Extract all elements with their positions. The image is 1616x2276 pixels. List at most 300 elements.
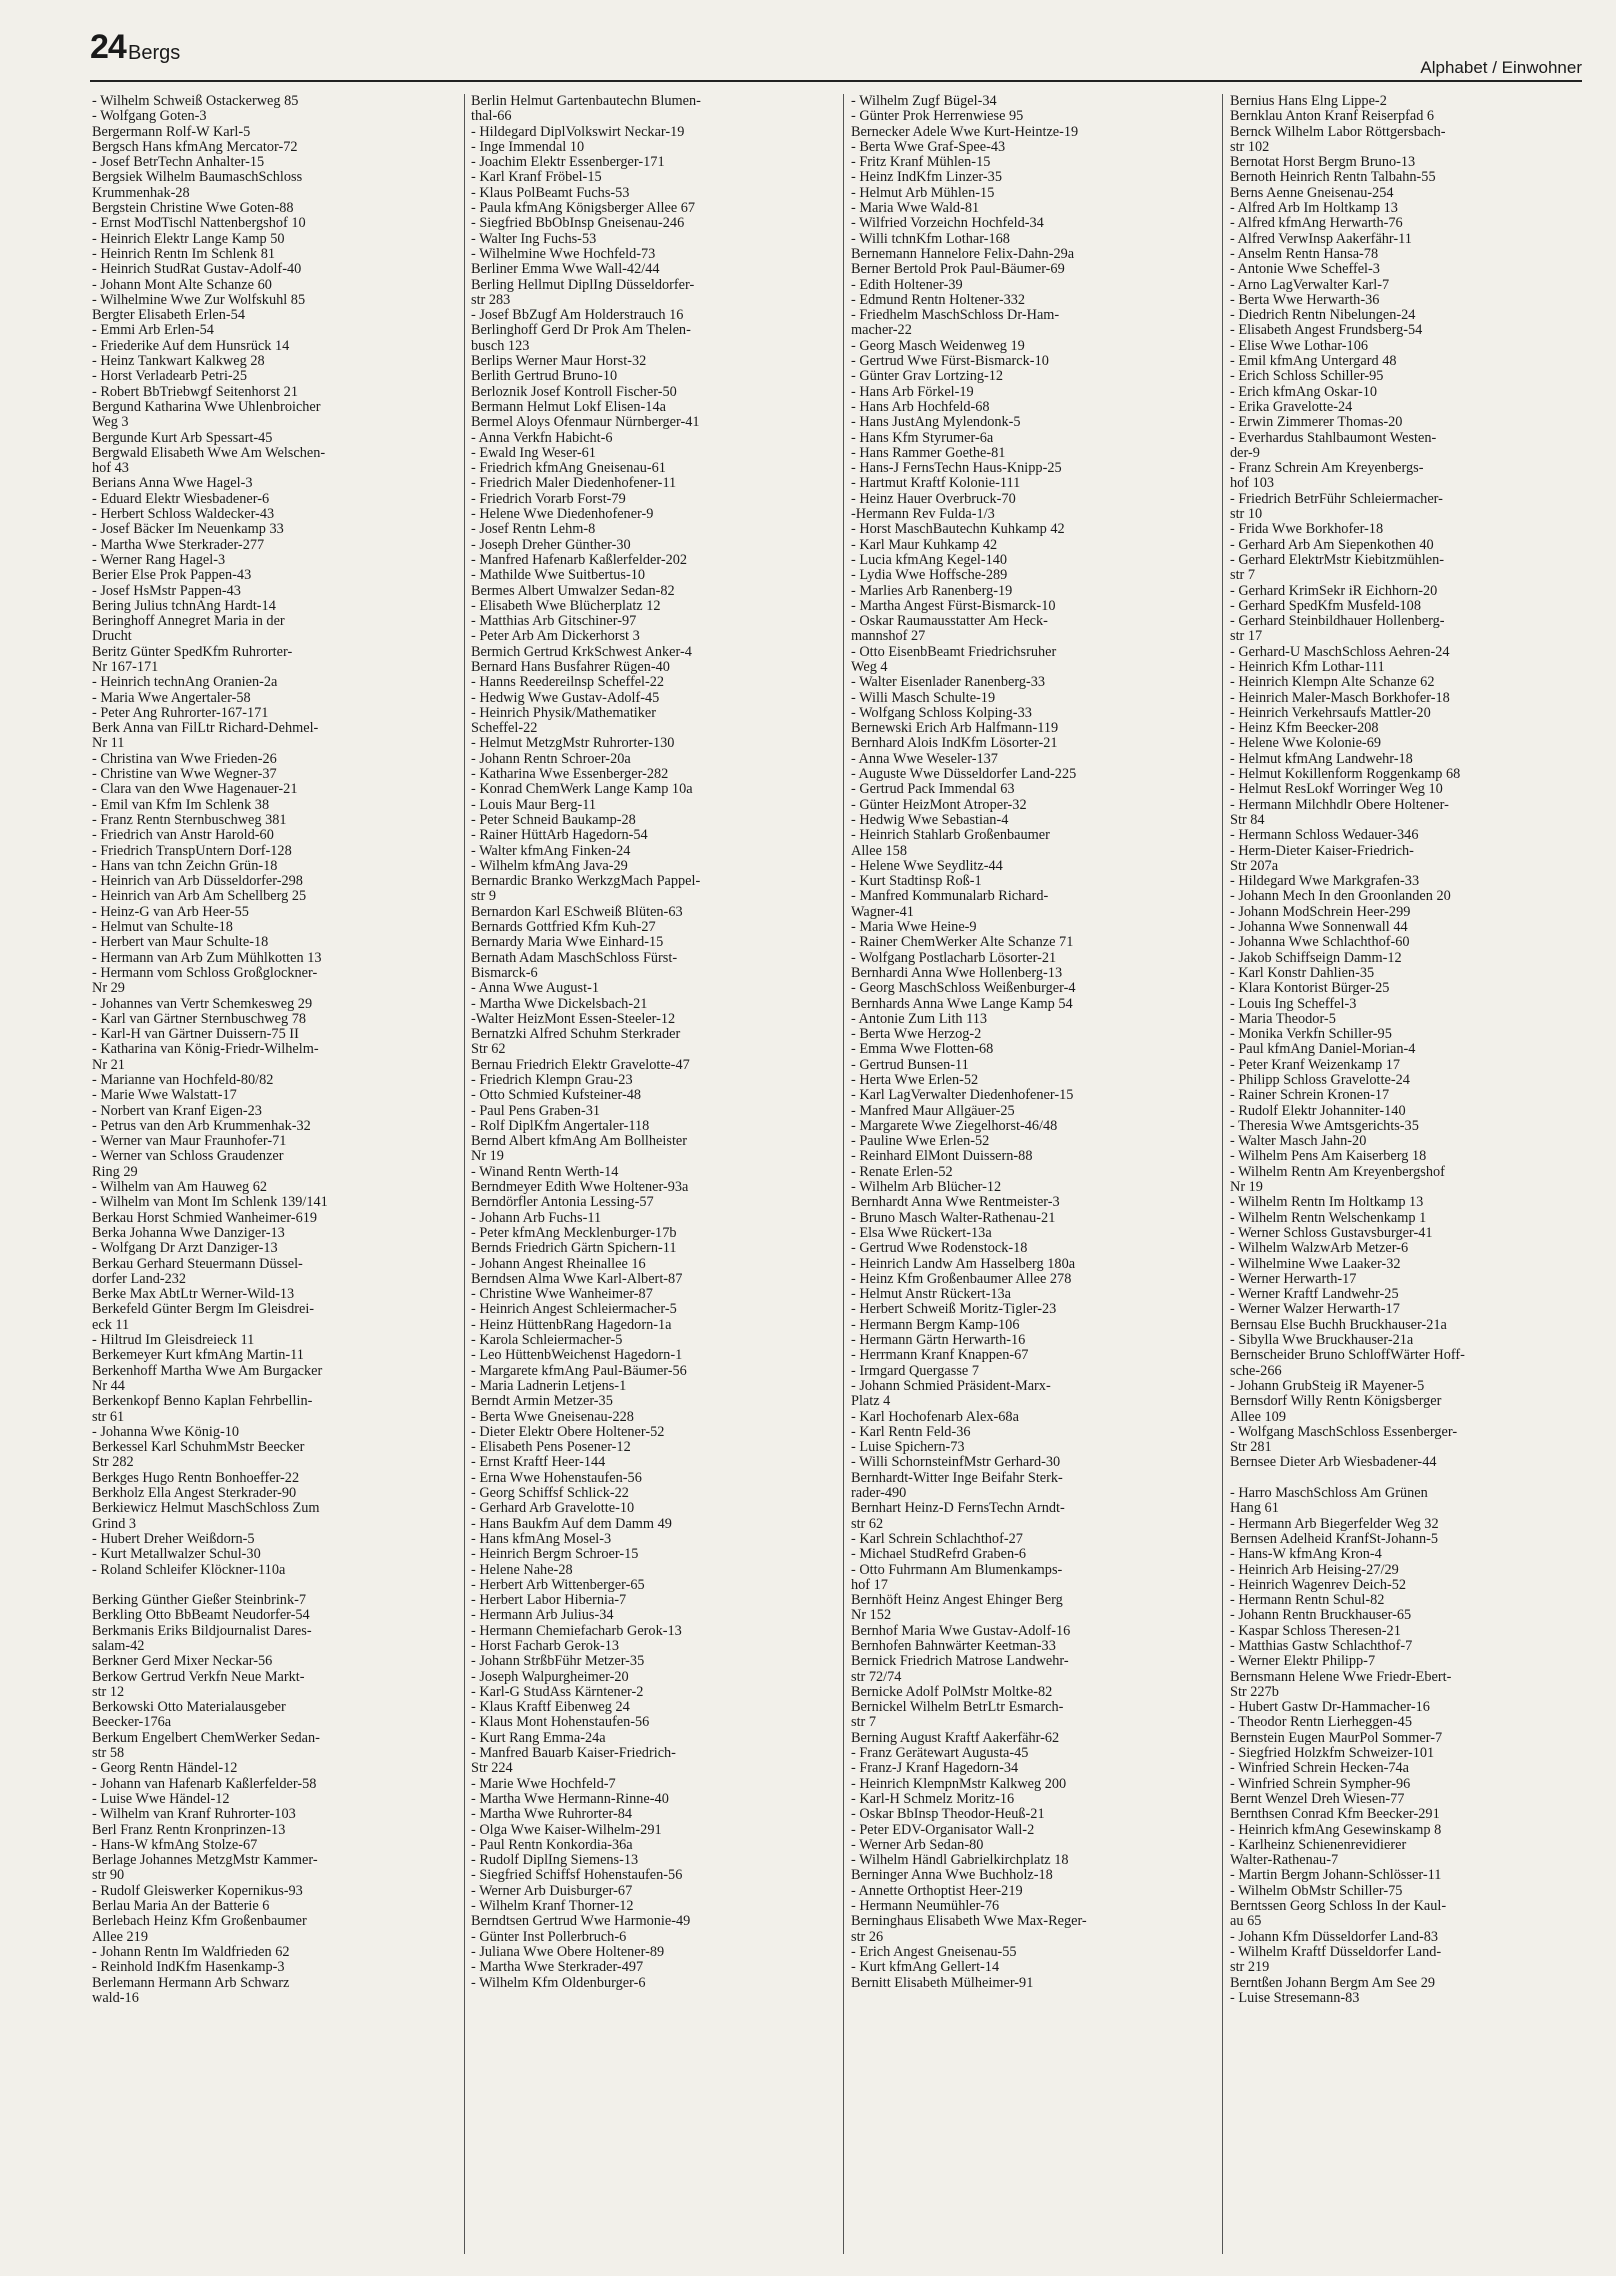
directory-entry-line: - Karl Hochofenarb Alex-68a <box>851 1408 1019 1425</box>
directory-column-2 <box>471 94 843 2266</box>
directory-entry-line: - Johanna Wwe Schlachthof-60 <box>1230 934 1410 951</box>
directory-column-4 <box>1230 94 1582 2266</box>
directory-entry-line: - Hermann Rentn Schul-82 <box>1230 1592 1385 1609</box>
directory-entry-line: - Arno LagVerwalter Karl-7 <box>1230 276 1390 293</box>
directory-entry-line: - Helene Wwe Seydlitz-44 <box>851 857 1003 874</box>
directory-entry-line: - Anna Wwe Weseler-137 <box>851 750 998 767</box>
directory-entry-line: - Johann Schmied Präsident-Marx- <box>851 1377 1051 1394</box>
directory-entry-line: Bernecker Adele Wwe Kurt-Heintze-19 <box>851 123 1079 140</box>
directory-entry-line: - Hermann Bergm Kamp-106 <box>851 1316 1020 1333</box>
directory-entry-line: - Hermann Schloss Wedauer-346 <box>1230 827 1419 844</box>
directory-entry-line: - Werner Arb Sedan-80 <box>851 1836 984 1853</box>
directory-entry-line: Bernsau Else Buchh Bruckhauser-21a <box>1230 1316 1447 1333</box>
directory-entry-line: - Gerhard ElektrMstr Kiebitzmühlen- <box>1230 551 1444 568</box>
directory-entry-line: Berninger Anna Wwe Buchholz-18 <box>851 1867 1053 1884</box>
directory-entry-line: - Bruno Masch Walter-Rathenau-21 <box>851 1209 1056 1226</box>
directory-entry-line: Bermel Aloys Ofenmaur Nürnberger-41 <box>471 414 700 431</box>
directory-entry-line: - Wilhelm Schweiß Ostackerweg 85 <box>92 94 299 109</box>
directory-entry-line: - Georg Rentn Händel-12 <box>92 1760 238 1777</box>
directory-entry-line: Bernhards Anna Wwe Lange Kamp 54 <box>851 995 1073 1012</box>
directory-entry-line: Allee 109 <box>1230 1408 1286 1425</box>
directory-entry-line: - Wilhelm Rentn Im Holtkamp 13 <box>1230 1194 1424 1211</box>
directory-entry-line: Bernhard Alois IndKfm Lösorter-21 <box>851 735 1058 752</box>
directory-entry-line: - Karl LagVerwalter Diedenhofener-15 <box>851 1087 1074 1104</box>
directory-entry-line: - Hermann Gärtn Herwarth-16 <box>851 1332 1026 1349</box>
directory-entry-line: Allee 219 <box>92 1928 148 1945</box>
directory-entry-line: - Helene Nahe-28 <box>471 1561 573 1578</box>
directory-entry-line: - Joachim Elektr Essenberger-171 <box>471 154 665 171</box>
directory-entry-line: - Georg MaschSchloss Weißenburger-4 <box>851 980 1076 997</box>
directory-entry-line: Berlau Maria An der Batterie 6 <box>92 1898 270 1915</box>
directory-entry-line: - Horst Facharb Gerok-13 <box>471 1637 620 1654</box>
directory-entry-line: - Gerhard Arb Gravelotte-10 <box>471 1500 635 1517</box>
directory-entry-line: - Marie Wwe Hochfeld-7 <box>471 1775 616 1792</box>
directory-entry-line: Berkenhoff Martha Wwe Am Burgacker <box>92 1362 323 1379</box>
directory-entry-line: - Johann Rentn Im Waldfrieden 62 <box>92 1943 290 1960</box>
directory-entry-line: - Johann Arb Fuchs-11 <box>471 1209 602 1226</box>
directory-entry-line: - Edmund Rentn Holtener-332 <box>851 291 1026 308</box>
directory-entry-line: mannshof 27 <box>851 628 926 645</box>
directory-entry-line: - Diedrich Rentn Nibelungen-24 <box>1230 307 1416 324</box>
column-divider <box>464 94 465 2254</box>
directory-entry-line: -Hermann Rev Fulda-1/3 <box>851 506 995 523</box>
directory-entry-line: Berndt Armin Metzer-35 <box>471 1393 613 1410</box>
directory-entry-line: au 65 <box>1230 1913 1262 1930</box>
directory-entry-line: Bergermann Rolf-W Karl-5 <box>92 123 251 140</box>
directory-entry-line: - Gerhard Arb Am Siepenkothen 40 <box>1230 536 1434 553</box>
directory-entry-line: Bergsch Hans kfmAng Mercator-72 <box>92 138 298 155</box>
directory-entry-line: rader-490 <box>851 1485 907 1502</box>
directory-entry-line: Bergunde Kurt Arb Spessart-45 <box>92 429 273 446</box>
directory-entry-line: - Harro MaschSchloss Am Grünen <box>1230 1485 1428 1502</box>
directory-entry-line: str 12 <box>92 1683 125 1700</box>
directory-entry-line: - Werner Schloss Gustavsburger-41 <box>1230 1224 1433 1241</box>
directory-entry-line: - Herbert Schloss Waldecker-43 <box>92 506 275 523</box>
directory-entry-line: - Hermann vom Schloss Großglockner- <box>92 964 318 981</box>
directory-entry-line: - Karl-H Schmelz Moritz-16 <box>851 1790 1015 1807</box>
directory-entry-line: - Willi tchnKfm Lothar-168 <box>851 230 1010 247</box>
directory-entry-line: - Wilhelm Arb Blücher-12 <box>851 1179 1002 1196</box>
directory-entry-line: Berkum Engelbert ChemWerker Sedan- <box>92 1729 320 1746</box>
directory-entry-line: - Josef Rentn Lehm-8 <box>471 521 596 538</box>
directory-entry-line: - Rudolf Elektr Johanniter-140 <box>1230 1102 1406 1119</box>
directory-entry-line: - Heinrich Landw Am Hasselberg 180a <box>851 1255 1076 1272</box>
directory-entry-line: - Maria Wwe Angertaler-58 <box>92 689 251 706</box>
directory-entry-line: - Johann StrßbFühr Metzer-35 <box>471 1653 645 1670</box>
directory-entry-line: - Hans JustAng Mylendonk-5 <box>851 414 1021 431</box>
directory-entry-line: - Friedhelm MaschSchloss Dr-Ham- <box>851 307 1060 324</box>
directory-entry-line: - Hermann Neumühler-76 <box>851 1898 1000 1915</box>
directory-entry-line: - Rainer Schrein Kronen-17 <box>1230 1087 1390 1104</box>
directory-entry-line: - Wilhelm van Mont Im Schlenk 139/141 <box>92 1194 328 1211</box>
directory-entry-line: - Herbert Arb Wittenberger-65 <box>471 1576 645 1593</box>
directory-entry-line: - Inge Immendal 10 <box>471 138 585 155</box>
directory-entry-line: - Klaus Mont Hohenstaufen-56 <box>471 1714 650 1731</box>
directory-entry-line: - Karl-H van Gärtner Duissern-75 II <box>92 1026 299 1043</box>
directory-entry-line: Berliner Emma Wwe Wall-42/44 <box>471 261 660 278</box>
directory-entry-line: Bernds Friedrich Gärtn Spichern-11 <box>471 1240 677 1257</box>
directory-entry-line: - Heinrich Klempn Alte Schanze 62 <box>1230 674 1435 691</box>
directory-entry-line: - Wolfgang Schloss Kolping-33 <box>851 704 1032 721</box>
directory-entry-line: - Rolf DiplKfm Angertaler-118 <box>471 1117 650 1134</box>
directory-entry-line: Bernhardi Anna Wwe Hollenberg-13 <box>851 964 1063 981</box>
directory-entry-line: - Robert BbTriebwgf Seitenhorst 21 <box>92 383 298 400</box>
directory-entry-line: Berkow Gertrud Verkfn Neue Markt- <box>92 1668 305 1685</box>
directory-entry-line: - Berta Wwe Herwarth-36 <box>1230 291 1380 308</box>
directory-entry-line: Bernhofen Bahnwärter Keetman-33 <box>851 1637 1056 1654</box>
directory-entry-line: - Heinrich StudRat Gustav-Adolf-40 <box>92 261 302 278</box>
directory-entry-line: Bernhöft Heinz Angest Ehinger Berg <box>851 1592 1063 1609</box>
directory-entry-line: - Wilhelmine Wwe Hochfeld-73 <box>471 245 656 262</box>
directory-entry-line: str 62 <box>851 1515 884 1532</box>
directory-entry-line: Berkner Gerd Mixer Neckar-56 <box>92 1653 273 1670</box>
directory-entry-line: Bernardon Karl ESchweiß Blüten-63 <box>471 903 683 920</box>
directory-entry-line: - Katharina van König-Friedr-Wilhelm- <box>92 1041 319 1058</box>
directory-entry-line: - Winfried Schrein Hecken-74a <box>1230 1760 1409 1777</box>
directory-entry-line: - Wilhelm Zugf Bügel-34 <box>851 94 997 109</box>
directory-entry-line: Nr 167-171 <box>92 658 159 675</box>
directory-entry-line: - Heinrich van Arb Düsseldorfer-298 <box>92 873 303 890</box>
directory-entry-line: Berndsen Alma Wwe Karl-Albert-87 <box>471 1270 683 1287</box>
directory-entry-line: - Wilhelm van Kranf Ruhrorter-103 <box>92 1806 296 1823</box>
directory-entry-line: str 26 <box>851 1928 884 1945</box>
directory-entry-line: Weg 3 <box>92 414 129 431</box>
directory-entry-line: Berlin Helmut Gartenbautechn Blumen- <box>471 94 701 109</box>
directory-entry-line: - Friedrich BetrFühr Schleiermacher- <box>1230 490 1443 507</box>
directory-entry-line: - Christine van Wwe Wegner-37 <box>92 766 277 783</box>
directory-entry-line: Berkenkopf Benno Kaplan Fehrbellin- <box>92 1393 313 1410</box>
directory-entry-line: - Friedrich van Anstr Harold-60 <box>92 827 274 844</box>
directory-entry-line: - Gerhard KrimSekr iR Eichhorn-20 <box>1230 582 1438 599</box>
directory-entry-line: - Olga Wwe Kaiser-Wilhelm-291 <box>471 1821 662 1838</box>
directory-entry-line: - Georg Masch Weidenweg 19 <box>851 337 1025 354</box>
directory-entry-line: - Elise Wwe Lothar-106 <box>1230 337 1369 354</box>
directory-entry-line: Str 282 <box>92 1454 134 1471</box>
directory-entry-line: - Hedwig Wwe Gustav-Adolf-45 <box>471 689 660 706</box>
directory-entry-line: - Maria Wwe Wald-81 <box>851 200 980 217</box>
directory-entry-line: Berndörfler Antonia Lessing-57 <box>471 1194 654 1211</box>
directory-entry-line: - Walter Eisenlader Ranenberg-33 <box>851 674 1046 691</box>
directory-entry-line: Bernoth Heinrich Rentn Talbahn-55 <box>1230 169 1436 186</box>
directory-entry-line: - Kurt kfmAng Gellert-14 <box>851 1959 1000 1976</box>
directory-entry-line: - Heinrich Physik/Mathematiker <box>471 704 657 721</box>
directory-entry-line: Drucht <box>92 628 132 645</box>
directory-entry-line: sche-266 <box>1230 1362 1282 1379</box>
directory-entry-line: - Wilhelm Kraftf Düsseldorfer Land- <box>1230 1943 1442 1960</box>
directory-entry-line: Bernt Wenzel Dreh Wiesen-77 <box>1230 1790 1405 1807</box>
directory-entry-line: - Hans Arb Förkel-19 <box>851 383 974 400</box>
directory-entry-line: Bernhardt Anna Wwe Rentmeister-3 <box>851 1194 1060 1211</box>
directory-entry-line: - Werner Elektr Philipp-7 <box>1230 1653 1376 1670</box>
directory-entry-line: Beritz Günter SpedKfm Ruhrorter- <box>92 643 293 660</box>
directory-entry-line: - Werner van Maur Fraunhofer-71 <box>92 1133 287 1150</box>
directory-entry-line: Str 281 <box>1230 1439 1272 1456</box>
directory-entry-line: Bernau Friedrich Elektr Gravelotte-47 <box>471 1056 690 1073</box>
directory-entry-line: - Helmut Arb Mühlen-15 <box>851 184 995 201</box>
directory-entry-line: Ring 29 <box>92 1163 138 1180</box>
directory-entry-line: Berns Aenne Gneisenau-254 <box>1230 184 1394 201</box>
directory-entry-line: - Katharina Wwe Essenberger-282 <box>471 766 669 783</box>
directory-entry-line: Weg 4 <box>851 658 888 675</box>
directory-entry-line: - Helmut ResLokf Worringer Weg 10 <box>1230 781 1443 798</box>
directory-entry-line: - Edith Holtener-39 <box>851 276 963 293</box>
directory-entry-line: Bernhart Heinz-D FernsTechn Arndt- <box>851 1500 1065 1517</box>
directory-entry-line: - Ernst ModTischl Nattenbergshof 10 <box>92 215 306 232</box>
directory-entry-line: - Friedrich Klempn Grau-23 <box>471 1072 633 1088</box>
directory-entry-line: - Emma Wwe Flotten-68 <box>851 1041 994 1058</box>
directory-entry-line: - Emil van Kfm Im Schlenk 38 <box>92 796 270 813</box>
directory-entry-line: Walter-Rathenau-7 <box>1230 1852 1339 1869</box>
directory-entry-line: - Werner Arb Duisburger-67 <box>471 1882 633 1899</box>
directory-entry-line: Berndtsen Gertrud Wwe Harmonie-49 <box>471 1913 691 1930</box>
directory-entry-line: - Josef HsMstr Pappen-43 <box>92 582 241 599</box>
directory-entry-line: - Josef BetrTechn Anhalter-15 <box>92 154 265 171</box>
directory-entry-line: - Siegfried BbObInsp Gneisenau-246 <box>471 215 685 232</box>
directory-entry-line: - Josef Bäcker Im Neuenkamp 33 <box>92 521 284 538</box>
directory-entry-line: - Hanns Reedereilnsp Scheffel-22 <box>471 674 665 691</box>
directory-entry-line: - Manfred Hafenarb Kaßlerfelder-202 <box>471 551 688 568</box>
directory-entry-line: - Christina van Wwe Frieden-26 <box>92 750 277 767</box>
directory-entry-line: Bernewski Erich Arb Halfmann-119 <box>851 720 1059 737</box>
directory-entry-line: - Günter Grav Lortzing-12 <box>851 368 1004 385</box>
directory-entry-line: Berkmanis Eriks Bildjournalist Dares- <box>92 1622 312 1639</box>
directory-entry-line: - Berta Wwe Herzog-2 <box>851 1026 982 1043</box>
directory-entry-line: - Werner Rang Hagel-3 <box>92 551 226 568</box>
directory-entry-line: - Louis Maur Berg-11 <box>471 796 597 813</box>
directory-entry-line: - Christine Wwe Wanheimer-87 <box>471 1286 653 1303</box>
column-divider <box>843 94 844 2254</box>
directory-entry-line: - Helmut kfmAng Landwehr-18 <box>1230 750 1413 767</box>
directory-entry-line: - Heinz HüttenbRang Hagedorn-1a <box>471 1316 672 1333</box>
directory-entry-line: - Hans-J FernsTechn Haus-Knipp-25 <box>851 460 1062 477</box>
directory-entry-line: Bernicke Adolf PolMstr Moltke-82 <box>851 1683 1053 1700</box>
directory-entry-line: - Elisabeth Pens Posener-12 <box>471 1439 631 1456</box>
directory-entry-line: - Maria Wwe Heine-9 <box>851 919 977 936</box>
directory-entry-line: - Marlies Arb Ranenberg-19 <box>851 582 1013 599</box>
directory-entry-line: - Heinrich Kfm Lothar-111 <box>1230 658 1385 675</box>
directory-entry-line: - Johann Kfm Düsseldorfer Land-83 <box>1230 1928 1439 1945</box>
directory-entry-line: - Friedrich kfmAng Gneisenau-61 <box>471 460 666 477</box>
directory-entry-line: - Gertrud Wwe Rodenstock-18 <box>851 1240 1028 1257</box>
directory-entry-line: - Berta Wwe Gneisenau-228 <box>471 1408 634 1425</box>
directory-entry-line: hof 17 <box>851 1576 888 1593</box>
directory-entry-line: Berner Bertold Prok Paul-Bäumer-69 <box>851 261 1065 278</box>
directory-entry-line: - Luise Wwe Händel-12 <box>92 1790 230 1807</box>
directory-entry-line: Bernardy Maria Wwe Einhard-15 <box>471 934 664 951</box>
directory-entry-line: eck 11 <box>92 1316 130 1333</box>
directory-entry-line: - Heinrich KlempnMstr Kalkweg 200 <box>851 1775 1067 1792</box>
section-title: Alphabet / Einwohner <box>1420 58 1582 77</box>
directory-entry-line: - Martha Wwe Dickelsbach-21 <box>471 995 648 1012</box>
directory-entry-line: - Werner Walzer Herwarth-17 <box>1230 1301 1400 1318</box>
directory-entry-line: - Herbert Labor Hibernia-7 <box>471 1592 627 1609</box>
directory-entry-line: hof 103 <box>1230 475 1275 492</box>
directory-entry-line: - Anna Verkfn Habicht-6 <box>471 429 613 446</box>
directory-entry-line: - Karola Schleiermacher-5 <box>471 1332 623 1349</box>
column-divider <box>1222 94 1223 2254</box>
directory-entry-line: - Sibylla Wwe Bruckhauser-21a <box>1230 1332 1414 1349</box>
directory-entry-line: Bernsee Dieter Arb Wiesbadener-44 <box>1230 1454 1437 1471</box>
directory-entry-line: - Johann Mech In den Groonlanden 20 <box>1230 888 1451 905</box>
directory-entry-line: - Heinz IndKfm Linzer-35 <box>851 169 1002 186</box>
directory-entry-line: - Hans-W kfmAng Stolze-67 <box>92 1836 258 1853</box>
directory-entry-line: Berlinghoff Gerd Dr Prok Am Thelen- <box>471 322 691 339</box>
directory-entry-line: - Heinrich Bergm Schroer-15 <box>471 1546 639 1563</box>
directory-entry-line: - Friederike Auf dem Hunsrück 14 <box>92 337 290 354</box>
directory-entry-line: Bernath Adam MaschSchloss Fürst- <box>471 949 678 966</box>
directory-entry-line: - Rudolf DiplIng Siemens-13 <box>471 1852 639 1869</box>
directory-entry-line: - Otto EisenbBeamt Friedrichsruher <box>851 643 1057 660</box>
directory-entry-line: macher-22 <box>851 322 912 339</box>
directory-entry-line: - Wolfgang MaschSchloss Essenberger- <box>1230 1423 1458 1440</box>
directory-entry-line: - Herm-Dieter Kaiser-Friedrich- <box>1230 842 1414 859</box>
directory-entry-line: - Kurt Rang Emma-24a <box>471 1729 606 1746</box>
directory-entry-line: Wagner-41 <box>851 903 914 920</box>
directory-entry-line: - Marianne van Hochfeld-80/82 <box>92 1072 274 1088</box>
directory-entry-line: - Hartmut Kraftf Kolonie-111 <box>851 475 1021 492</box>
directory-entry-line: Bernards Gottfried Kfm Kuh-27 <box>471 919 656 936</box>
directory-entry-line: Nr 152 <box>851 1607 892 1624</box>
directory-entry-line: str 58 <box>92 1745 125 1762</box>
directory-entry-line: - Wilhelm van Am Hauweg 62 <box>92 1179 268 1196</box>
directory-entry-line: - Alfred Arb Im Holtkamp 13 <box>1230 200 1398 217</box>
directory-entry-line: - Hermann Arb Julius-34 <box>471 1607 614 1624</box>
directory-entry-line: - Erika Gravelotte-24 <box>1230 398 1353 415</box>
directory-entry-line: str 219 <box>1230 1959 1270 1976</box>
directory-entry-line: - Hildegard DiplVolkswirt Neckar-19 <box>471 123 685 140</box>
directory-entry-line: - Hildegard Wwe Markgrafen-33 <box>1230 873 1420 890</box>
directory-entry-line: - Leo HüttenbWeichenst Hagedorn-1 <box>471 1347 683 1364</box>
directory-entry-line: - Heinrich Rentn Im Schlenk 81 <box>92 245 276 262</box>
directory-entry-line: Bergsiek Wilhelm BaumaschSchloss <box>92 169 303 186</box>
directory-entry-line: - Elisabeth Wwe Blücherplatz 12 <box>471 597 661 614</box>
directory-entry-line: - Walter kfmAng Finken-24 <box>471 842 631 859</box>
directory-entry-line: - Karl van Gärtner Sternbuschweg 78 <box>92 1010 306 1027</box>
directory-entry-line: - Hans Rammer Goethe-81 <box>851 444 1006 461</box>
directory-entry-line: - Friedrich Maler Diedenhofener-11 <box>471 475 677 492</box>
directory-entry-line: - Hermann Milchhdlr Obere Holtener- <box>1230 796 1449 813</box>
directory-entry-line: - Franz-J Kranf Hagedorn-34 <box>851 1760 1019 1777</box>
directory-entry-line: - Hans-W kfmAng Kron-4 <box>1230 1546 1382 1563</box>
directory-entry-line: Nr 21 <box>92 1056 125 1073</box>
directory-entry-line: - Konrad ChemWerk Lange Kamp 10a <box>471 781 693 798</box>
directory-entry-line: - Kurt Stadtinsp Roß-1 <box>851 873 982 890</box>
directory-entry-line: Nr 11 <box>92 735 125 752</box>
directory-entry-line: - Otto Schmied Kufsteiner-48 <box>471 1087 642 1104</box>
directory-entry-line: - Wilhelm WalzwArb Metzer-6 <box>1230 1240 1409 1257</box>
directory-entry-line: - Rudolf Gleiswerker Kopernikus-93 <box>92 1882 303 1899</box>
directory-entry-line: Berkling Otto BbBeamt Neudorfer-54 <box>92 1607 310 1624</box>
directory-entry-line: - Hans Arb Hochfeld-68 <box>851 398 990 415</box>
directory-entry-line: - Emil kfmAng Untergard 48 <box>1230 353 1397 370</box>
catchword: Bergs <box>128 42 181 64</box>
directory-entry-line: - Herbert Schweiß Moritz-Tigler-23 <box>851 1301 1057 1318</box>
directory-entry-line: - Hans Kfm Styrumer-6a <box>851 429 994 446</box>
directory-entry-line: str 17 <box>1230 628 1263 645</box>
directory-entry-line: - Heinrich Elektr Lange Kamp 50 <box>92 230 285 247</box>
directory-entry-line: - Johann Mont Alte Schanze 60 <box>92 276 272 293</box>
directory-entry-line: - Karl Kranf Fröbel-15 <box>471 169 602 186</box>
directory-entry-line: - Joseph Dreher Günther-30 <box>471 536 631 553</box>
directory-entry-line: Berkau Horst Schmied Wanheimer-619 <box>92 1209 318 1226</box>
directory-entry-line: - Günter HeizMont Atroper-32 <box>851 796 1027 813</box>
directory-entry-line: - Wilhelm Kfm Oldenburger-6 <box>471 1974 646 1991</box>
directory-entry-line: - Karl Schrein Schlachthof-27 <box>851 1530 1023 1547</box>
directory-entry-line: - Hermann Chemiefacharb Gerok-13 <box>471 1622 682 1639</box>
directory-entry-line: der-9 <box>1230 444 1260 461</box>
directory-entry-line: - Wilhelm Rentn Am Kreyenbergshof <box>1230 1163 1445 1180</box>
directory-entry-line: - Juliana Wwe Obere Holtener-89 <box>471 1943 665 1960</box>
directory-entry-line: - Joseph Walpurgheimer-20 <box>471 1668 629 1685</box>
directory-entry-line: - Manfred Maur Allgäuer-25 <box>851 1102 1015 1119</box>
directory-entry-line: Berling Hellmut DiplIng Düsseldorfer- <box>471 276 695 293</box>
directory-entry-line: - Clara van den Wwe Hagenauer-21 <box>92 781 298 798</box>
directory-entry-line: - Karl-G StudAss Kärntener-2 <box>471 1683 644 1700</box>
directory-entry-line: - Heinrich Maler-Masch Borkhofer-18 <box>1230 689 1450 706</box>
directory-entry-line: Grind 3 <box>92 1515 137 1532</box>
directory-entry-line: - Petrus van den Arb Krummenhak-32 <box>92 1117 311 1134</box>
directory-entry-line: - Martha Angest Fürst-Bismarck-10 <box>851 597 1056 614</box>
directory-entry-line: - Friedrich TranspUntern Dorf-128 <box>92 842 292 859</box>
directory-entry-line: - Elsa Wwe Rückert-13a <box>851 1224 992 1241</box>
directory-entry-line: - Karl Rentn Feld-36 <box>851 1423 971 1440</box>
directory-entry-line: - Alfred VerwInsp Aakerfähr-11 <box>1230 230 1412 247</box>
directory-entry-line: Bermich Gertrud KrkSchwest Anker-4 <box>471 643 692 660</box>
directory-entry-line: - Paula kfmAng Königsberger Allee 67 <box>471 200 696 217</box>
directory-entry-line: - Heinrich technAng Oranien-2a <box>92 674 278 691</box>
directory-entry-line: - Erich Angest Gneisenau-55 <box>851 1943 1017 1960</box>
directory-entry-line: - Monika Verkfn Schiller-95 <box>1230 1026 1392 1043</box>
directory-entry-line: - Heinrich Angest Schleiermacher-5 <box>471 1301 677 1318</box>
directory-entry-line: - Siegfried Holzkfm Schweizer-101 <box>1230 1745 1435 1762</box>
directory-entry-line: - Martha Wwe Hermann-Rinne-40 <box>471 1790 669 1807</box>
directory-entry-line: - Erwin Zimmerer Thomas-20 <box>1230 414 1403 431</box>
directory-entry-line: - Horst Verladearb Petri-25 <box>92 368 247 385</box>
directory-entry-line: - Otto Fuhrmann Am Blumenkamps- <box>851 1561 1063 1578</box>
directory-entry-line: - Heinz-G van Arb Heer-55 <box>92 903 249 920</box>
directory-entry-line: - Johanna Wwe König-10 <box>92 1423 240 1440</box>
directory-entry-line: Berians Anna Wwe Hagel-3 <box>92 475 253 492</box>
directory-entry-line: Berkessel Karl SchuhmMstr Beecker <box>92 1439 305 1456</box>
directory-entry-line: Bernd Albert kfmAng Am Bollheister <box>471 1133 688 1150</box>
directory-entry-line: - Horst MaschBautechn Kuhkamp 42 <box>851 521 1065 538</box>
directory-entry-line: - Gertrud Bunsen-11 <box>851 1056 969 1073</box>
directory-entry-line: - Peter Ang Ruhrorter-167-171 <box>92 704 269 721</box>
page-number: 24 <box>90 28 126 66</box>
directory-entry-line: - Heinrich Stahlarb Großenbaumer <box>851 827 1050 844</box>
directory-entry-line: - Manfred Bauarb Kaiser-Friedrich- <box>471 1745 676 1762</box>
directory-entry-line: - Louis Ing Scheffel-3 <box>1230 995 1357 1012</box>
directory-entry-line: Berninghaus Elisabeth Wwe Max-Reger- <box>851 1913 1087 1930</box>
directory-entry-line: - Renate Erlen-52 <box>851 1163 953 1180</box>
directory-entry-line: Hang 61 <box>1230 1500 1279 1517</box>
directory-entry-line: Bernck Wilhelm Labor Röttgersbach- <box>1230 123 1446 140</box>
directory-entry-line: - Franz Gerätewart Augusta-45 <box>851 1745 1029 1762</box>
directory-entry-line: Berkemeyer Kurt kfmAng Martin-11 <box>92 1347 304 1364</box>
directory-entry-line: Bismarck-6 <box>471 964 538 981</box>
directory-entry-line: - Wolfgang Postlacharb Lösorter-21 <box>851 949 1057 966</box>
directory-entry-line: Bernitt Elisabeth Mülheimer-91 <box>851 1974 1034 1991</box>
directory-entry-line: - Karl Maur Kuhkamp 42 <box>851 536 998 553</box>
directory-column-3 <box>851 94 1221 2266</box>
directory-entry-line: str 283 <box>471 291 511 308</box>
directory-entry-line: - Pauline Wwe Erlen-52 <box>851 1133 990 1150</box>
directory-entry-line: hof 43 <box>92 460 129 477</box>
directory-entry-line: Bernklau Anton Kranf Reiserpfad 6 <box>1230 108 1435 125</box>
directory-entry-line: - Werner Herwarth-17 <box>1230 1270 1357 1287</box>
directory-entry-line: - Paul kfmAng Daniel-Morian-4 <box>1230 1041 1416 1058</box>
directory-entry-line: - Irmgard Quergasse 7 <box>851 1362 979 1379</box>
